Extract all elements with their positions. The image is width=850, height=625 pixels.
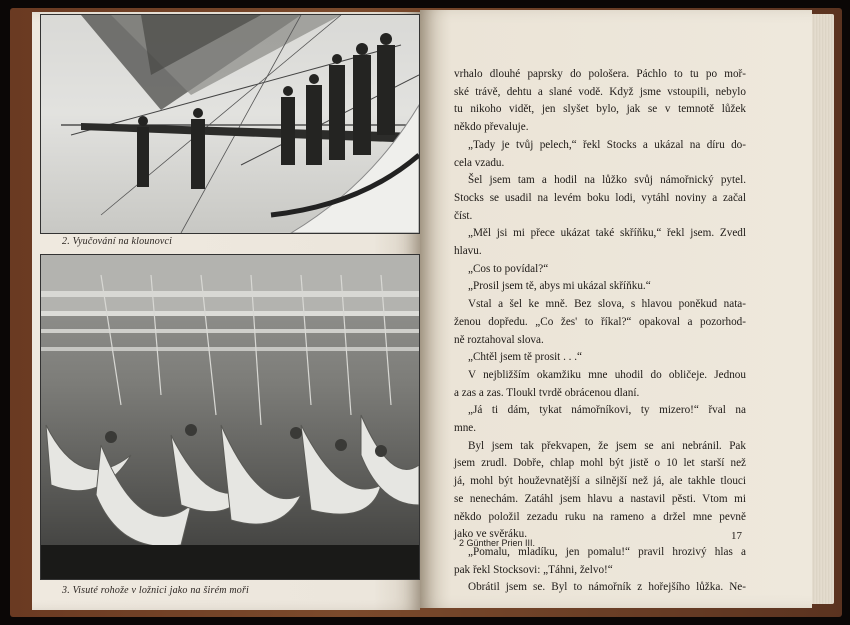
text-line: ženou dopředu. „Co žes' to říkal?“ opakoval a pozorhod- [454,315,746,328]
text-line: někdo položil zezadu ruku na rameno a držel mne pevně [454,510,746,523]
text-line: „Cos to povídal?“ [468,262,549,275]
text-line: někdo převaluje. [454,121,529,134]
text-line: cela vzadu. [454,156,505,169]
text-line: číst. [454,209,473,222]
text-line: „Já ti dám, tykat námořníkovi, ty mizero!“ řval na [468,404,746,417]
text-line: mne. [454,422,477,435]
text-line: se nenechám. Zatáhl jsem hlavu a nastavil pěsti. Vtom mi [454,492,746,505]
photo-sailors-on-bowsprit [40,14,420,234]
text-line: a zas a zas. Tloukl tvrdě obrácenou dlaní. [454,386,640,399]
photo-caption-top: 2. Vyučování na klounovci [62,236,173,247]
page-number: 17 [731,530,742,542]
text-line: V nejbližším okamžiku mne uhodil do obličeje. Jednou [468,368,746,381]
photo-caption-bottom: 3. Visuté rohože v ložnici jako na širém moři [62,585,250,596]
text-line: Šel jsem tam a hodil na lůžko svůj námořnický pytel. [468,174,746,187]
text-line: Obrátil jsem se. Byl to námořník z hořejšího lůžka. Ne- [468,581,746,594]
text-line: Stocks se usadil na levém boku lodi, vytáhl noviny a začal [454,191,746,204]
text-line: Vstal a šel ke mně. Bez slova, s hlavou poněkud nata- [468,298,746,311]
text-line: jako ve svěráku. [454,528,528,541]
text-line: jsem zrudl. Dobře, chlap mohl být jistě o 10 let starší než [454,457,746,470]
text-line: „Chtěl jsem tě prosit . . .“ [468,351,583,364]
text-line: „Pomalu, mladíku, jen pomalu!“ pravil hrozivý hlas a [468,545,746,558]
text-line: „Prosil jsem tě, abys mi ukázal skříňku.“ [468,280,651,293]
text-line: pak řekl Stocksovi: „Táhni, želvo!“ [454,563,613,576]
text-line: „Měl jsi mi přece ukázat také skříňku,“ řekl jsem. Zvedl [468,227,746,240]
text-line: Byl jsem tak překvapen, že jsem se ani nebránil. Pak [468,439,746,452]
text-line: já, mohl být houževnatější a silnější než já, ale takhle tlouci [454,475,746,488]
text-line: ské trávě, dehtu a slané vodě. Když jsme vstoupili, nebylo [454,85,746,98]
text-line: „Tady je tvůj pelech,“ řekl Stocks a ukázal na díru do- [468,138,746,151]
text-line: hlavu. [454,245,482,258]
printer-signature: 2 Günther Prien III. [459,538,536,548]
text-line: vrhalo dlouhé paprsky do pološera. Páchlo to tu po moř- [454,68,746,80]
text-line: ně roztahoval slova. [454,333,544,346]
text-line: tu nikoho vidět, jen slyšet bylo, jak se v temnotě lůžek [454,103,746,116]
page-edges [812,14,834,604]
photo-hammocks-dormitory [40,254,420,580]
body-text [454,66,746,597]
